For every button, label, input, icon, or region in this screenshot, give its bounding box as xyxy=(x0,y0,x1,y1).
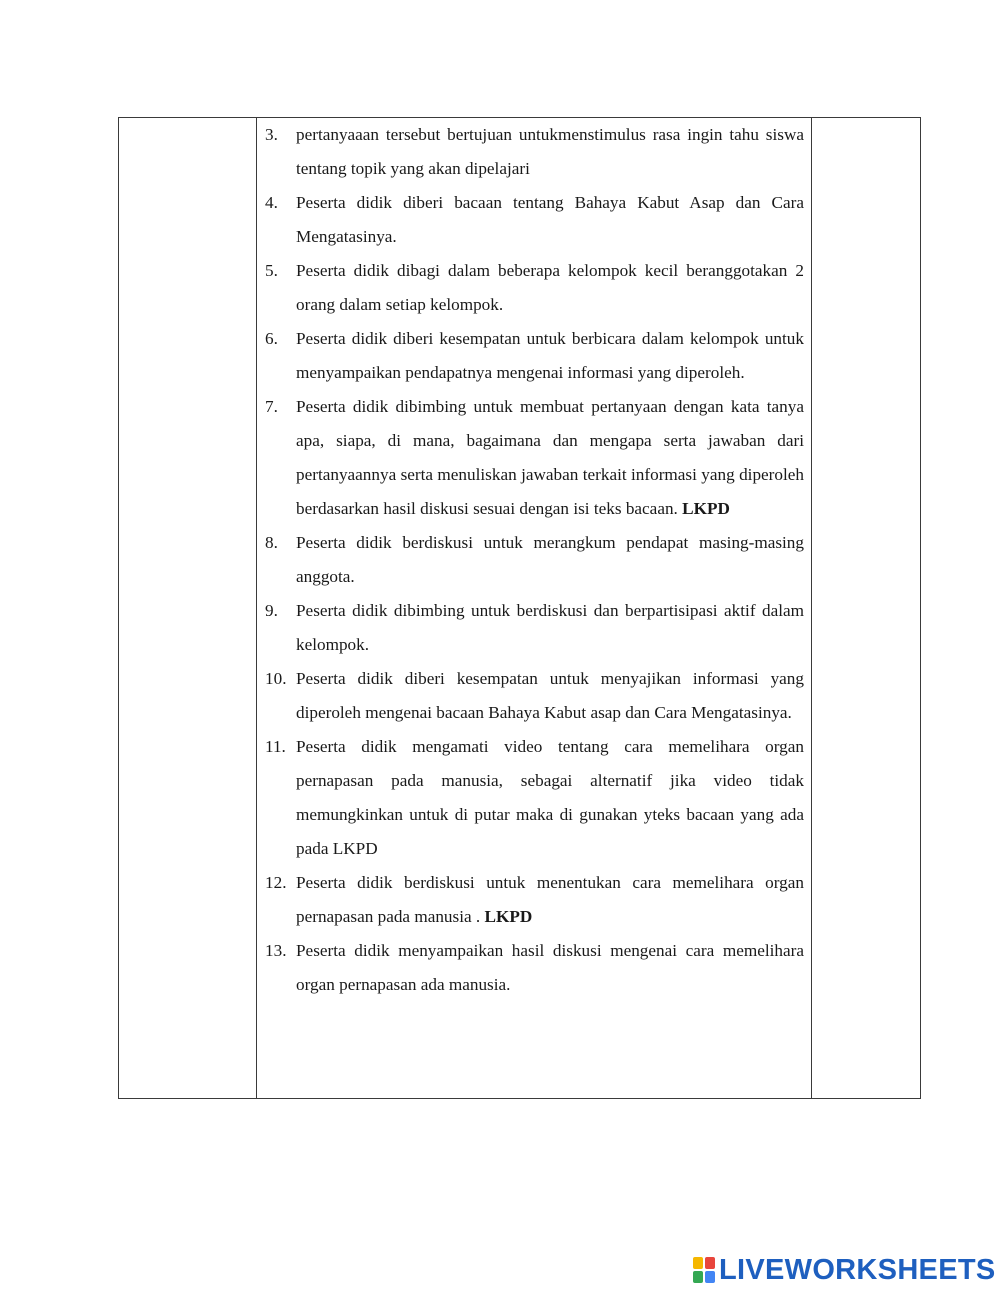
list-item xyxy=(257,730,812,866)
logo-square-green xyxy=(693,1271,703,1283)
logo-square-blue xyxy=(705,1271,715,1283)
item-number: 9. xyxy=(265,601,278,620)
table-right-column xyxy=(811,118,920,1098)
logo-square-yellow xyxy=(693,1257,703,1269)
item-text: Peserta didik diberi bacaan tentang Bahaya Kabut Asap dan Cara Mengatasinya. xyxy=(296,193,804,246)
list-item xyxy=(257,118,812,186)
list-item xyxy=(257,934,812,1002)
list-item xyxy=(257,322,812,390)
list-item xyxy=(257,254,812,322)
logo-square-red xyxy=(705,1257,715,1269)
item-number: 13. xyxy=(265,941,287,960)
item-text: pertanyaaan tersebut bertujuan untukmenstimulus rasa ingin tahu siswa tentang topik yang akan dipelajari xyxy=(296,125,804,178)
item-text: Peserta didik dibimbing untuk berdiskusi dan berpartisipasi aktif dalam kelompok. xyxy=(296,601,804,654)
item-number: 12. xyxy=(265,873,287,892)
item-text: Peserta didik menyampaikan hasil diskusi mengenai cara memelihara organ pernapasan ada manusia. xyxy=(296,941,804,994)
item-number: 4. xyxy=(265,193,278,212)
item-number: 5. xyxy=(265,261,278,280)
list-item xyxy=(257,594,812,662)
item-number: 7. xyxy=(265,397,278,416)
item-text: Peserta didik diberi kesempatan untuk menyajikan informasi yang diperoleh mengenai bacaan Bahaya Kabut asap dan Cara Mengatasinya. xyxy=(296,669,804,722)
item-number: 11. xyxy=(265,737,286,756)
list-item xyxy=(257,662,812,730)
list-item xyxy=(257,186,812,254)
item-bold-tail: LKPD xyxy=(682,499,730,518)
item-text: Peserta didik dibimbing untuk membuat pertanyaan dengan kata tanya apa, siapa, di mana, bagaimana dan mengapa serta jawaban dari pertanyaannya serta menuliskan jawaban terkait informasi yang diperoleh berdasarkan hasil diskusi sesuai dengan isi teks bacaan. xyxy=(296,397,804,518)
item-text: Peserta didik diberi kesempatan untuk berbicara dalam kelompok untuk menyampaikan pendapatnya mengenai informasi yang diperoleh. xyxy=(296,329,804,382)
table-middle-column xyxy=(257,118,812,1098)
item-number: 10. xyxy=(265,669,287,688)
item-number: 8. xyxy=(265,533,278,552)
list-item xyxy=(257,866,812,934)
liveworksheets-logo-icon xyxy=(693,1257,715,1283)
item-bold-tail: LKPD xyxy=(484,907,533,926)
table-left-column xyxy=(119,118,257,1098)
item-text: Peserta didik berdiskusi untuk menentukan cara memelihara organ pernapasan pada manusia . xyxy=(296,873,804,926)
item-text: Peserta didik mengamati video tentang cara memelihara organ pernapasan pada manusia, sebagai alternatif jika video tidak memungkinkan untuk di putar maka di gunakan yteks bacaan yang ada pada LKPD xyxy=(296,737,804,858)
liveworksheets-logo[interactable] xyxy=(693,1253,996,1287)
item-number: 3. xyxy=(265,125,278,144)
list-item xyxy=(257,390,812,526)
item-text: Peserta didik berdiskusi untuk merangkum pendapat masing-masing anggota. xyxy=(296,533,804,586)
item-text: Peserta didik dibagi dalam beberapa kelompok kecil beranggotakan 2 orang dalam setiap kelompok. xyxy=(296,261,804,314)
lesson-activity-table xyxy=(118,117,921,1099)
list-item xyxy=(257,526,812,594)
item-number: 6. xyxy=(265,329,278,348)
activity-list xyxy=(257,118,812,1002)
logo-text: LIVEWORKSHEETS xyxy=(719,1253,996,1286)
